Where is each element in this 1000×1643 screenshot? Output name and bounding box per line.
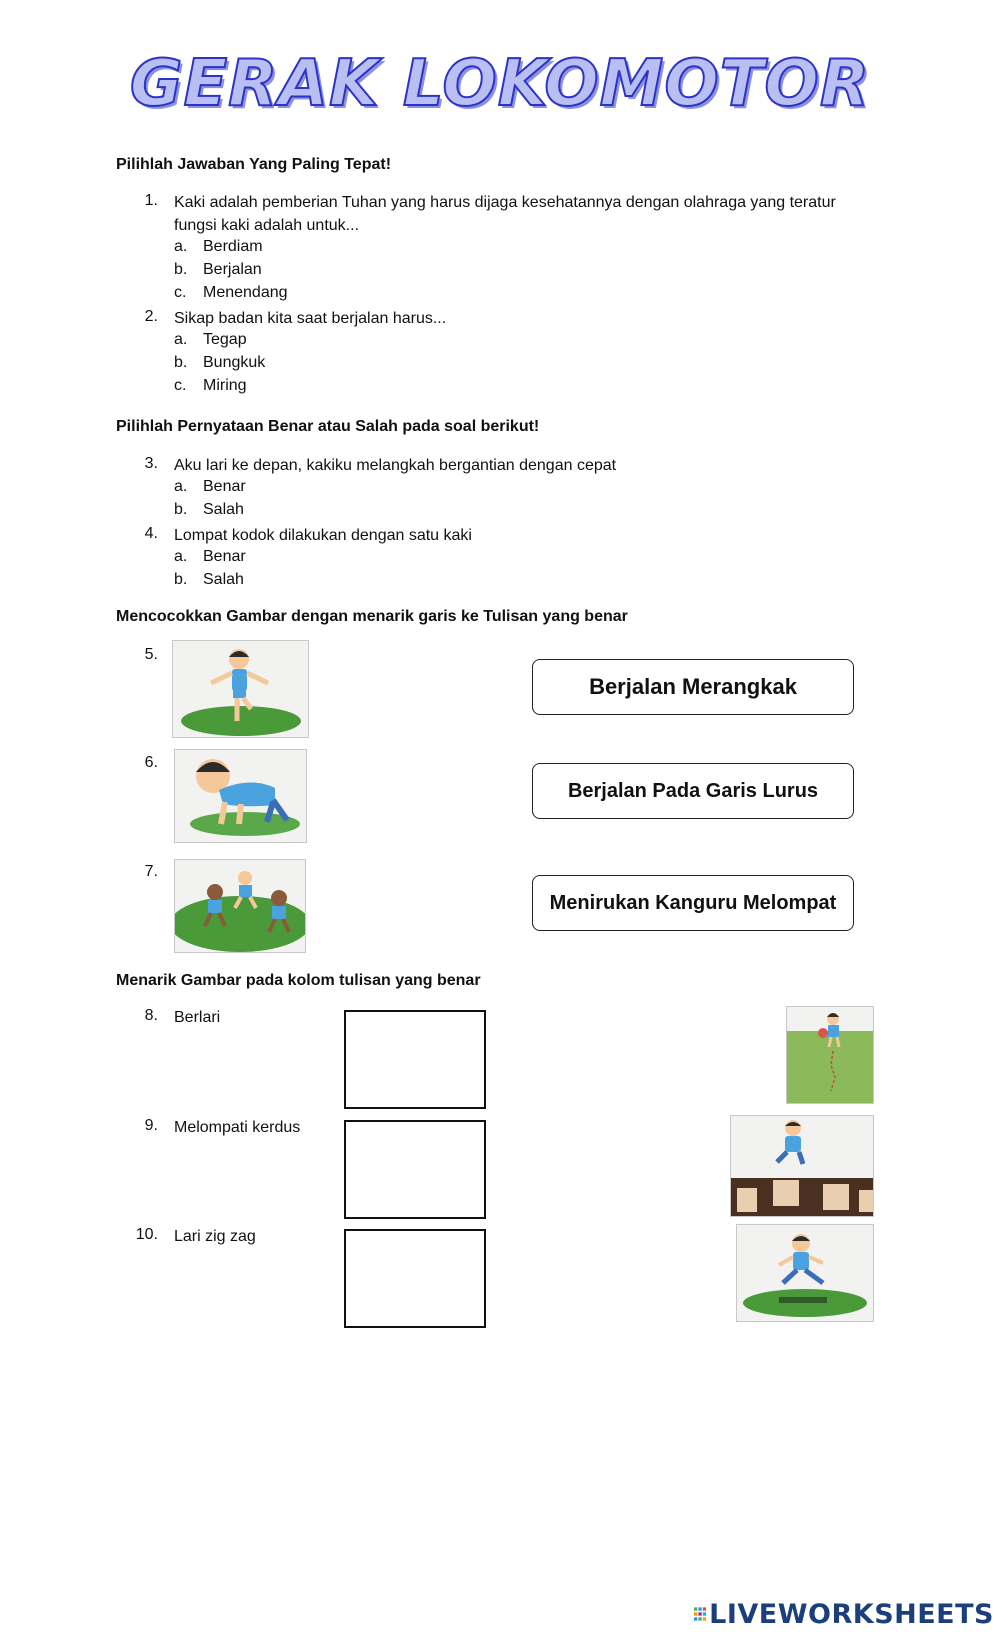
option-letter: b. [174,501,188,518]
drop-box-lari-zig-zag[interactable] [344,1229,486,1328]
question-number: 8. [144,1007,158,1024]
option-text[interactable]: Tegap [203,331,247,348]
liveworksheets-logo-icon [694,1602,706,1626]
option-text[interactable]: Miring [203,377,247,394]
question-number: 3. [144,455,158,472]
option-letter: b. [174,261,188,278]
question-number: 5. [144,646,158,663]
question-number: 6. [144,754,158,771]
zigzag-run-image[interactable] [736,1224,874,1322]
drop-box-melompati-kerdus[interactable] [344,1120,486,1219]
jumping-box-image[interactable] [730,1115,874,1217]
standing-one-leg-image[interactable] [172,640,309,738]
option-letter: c. [174,284,187,301]
question-text: Aku lari ke depan, kakiku melangkah bergantian dengan cepat [174,457,617,474]
option-letter: a. [174,478,188,495]
section-heading-drag-drop: Menarik Gambar pada kolom tulisan yang benar [116,972,481,989]
running-girl-image[interactable] [786,1006,874,1104]
option-text[interactable]: Berdiam [203,238,263,255]
question-text: fungsi kaki adalah untuk... [174,217,360,234]
question-number: 9. [144,1117,158,1134]
match-label-kangaroo[interactable]: Menirukan Kanguru Melompat [532,875,854,931]
question-text: Kaki adalah pemberian Tuhan yang harus dijaga kesehatannya dengan olahraga yang teratur [174,194,836,211]
crawling-child-image[interactable] [174,749,307,843]
worksheet-title: GERAK LOKOMOTOR [129,47,871,121]
item-label: Berlari [174,1009,221,1026]
question-number: 7. [144,863,158,880]
option-letter: b. [174,571,188,588]
brand-name: LIVEWORKSHEETS [709,1598,994,1630]
liveworksheets-logo [694,1596,994,1632]
item-label: Lari zig zag [174,1228,256,1245]
option-text[interactable]: Menendang [203,284,288,301]
option-letter: a. [174,238,188,255]
option-text[interactable]: Benar [203,478,246,495]
match-label-straight-line[interactable]: Berjalan Pada Garis Lurus [532,763,854,819]
question-number: 4. [144,525,158,542]
question-text: Sikap badan kita saat berjalan harus... [174,310,447,327]
section-heading-true-false: Pilihlah Pernyataan Benar atau Salah pada soal berikut! [116,418,540,435]
question-number: 2. [144,308,158,325]
option-text[interactable]: Salah [203,571,244,588]
option-letter: c. [174,377,187,394]
question-text: Lompat kodok dilakukan dengan satu kaki [174,527,472,544]
match-label-crawling[interactable]: Berjalan Merangkak [532,659,854,715]
option-letter: a. [174,548,188,565]
kangaroo-jump-image[interactable] [174,859,306,953]
drop-box-berlari[interactable] [344,1010,486,1109]
option-letter: a. [174,331,188,348]
option-text[interactable]: Berjalan [203,261,262,278]
option-text[interactable]: Bungkuk [203,354,266,371]
question-number: 10. [135,1226,158,1243]
option-letter: b. [174,354,188,371]
option-text[interactable]: Salah [203,501,244,518]
option-text[interactable]: Benar [203,548,246,565]
section-heading-matching: Mencocokkan Gambar dengan menarik garis ke Tulisan yang benar [116,608,628,625]
question-number: 1. [144,192,158,209]
item-label: Melompati kerdus [174,1119,301,1136]
section-heading-multiple-choice: Pilihlah Jawaban Yang Paling Tepat! [116,156,392,173]
